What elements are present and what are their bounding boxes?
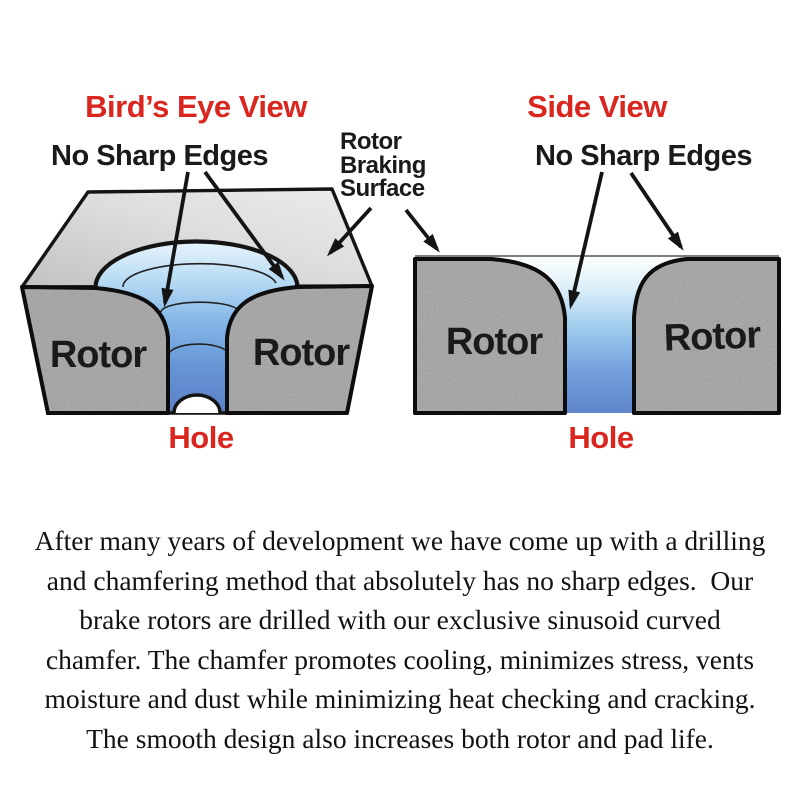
- birdseye-title: Bird’s Eye View: [85, 89, 307, 124]
- side-view-title: Side View: [527, 89, 667, 124]
- rotor-braking-surface-label: [340, 130, 426, 201]
- description-line: and chamfering method that absolutely has no sharp edges. Our: [46, 564, 754, 596]
- rotor-braking-surface-line3: Surface: [340, 175, 425, 202]
- description-line: The smooth design also increases both rotor and pad life.: [86, 722, 714, 754]
- no-sharp-edges-label-left: No Sharp Edges: [51, 140, 268, 172]
- hole-label-side: Hole: [568, 420, 634, 455]
- description-line: chamfer. The chamfer promotes cooling, minimizes stress, vents: [45, 643, 755, 675]
- arrow-nse-right-2: [631, 173, 681, 247]
- rotor-braking-surface-line2: Braking: [340, 151, 426, 179]
- description-line: moisture and dust while minimizing heat checking and cracking.: [44, 683, 756, 714]
- arrow-braking-surface-right: [406, 210, 437, 249]
- no-sharp-edges-label-right: No Sharp Edges: [535, 140, 752, 172]
- rotor-label-birdseye-right: Rotor: [252, 332, 350, 374]
- rotor-label-birdseye-left: Rotor: [49, 334, 147, 376]
- description-paragraph: [0, 521, 800, 758]
- description-line: After many years of development we have come up with a drilling: [34, 525, 766, 556]
- rotor-braking-surface-line1: Rotor: [340, 128, 402, 155]
- description-line: brake rotors are drilled with our exclusive sinusoid curved: [79, 604, 721, 635]
- birdseye-diagram: [22, 189, 372, 413]
- rotor-label-side-right: Rotor: [663, 314, 761, 360]
- rotor-label-side-left: Rotor: [445, 321, 543, 363]
- hole-label-birdseye: Hole: [168, 420, 234, 455]
